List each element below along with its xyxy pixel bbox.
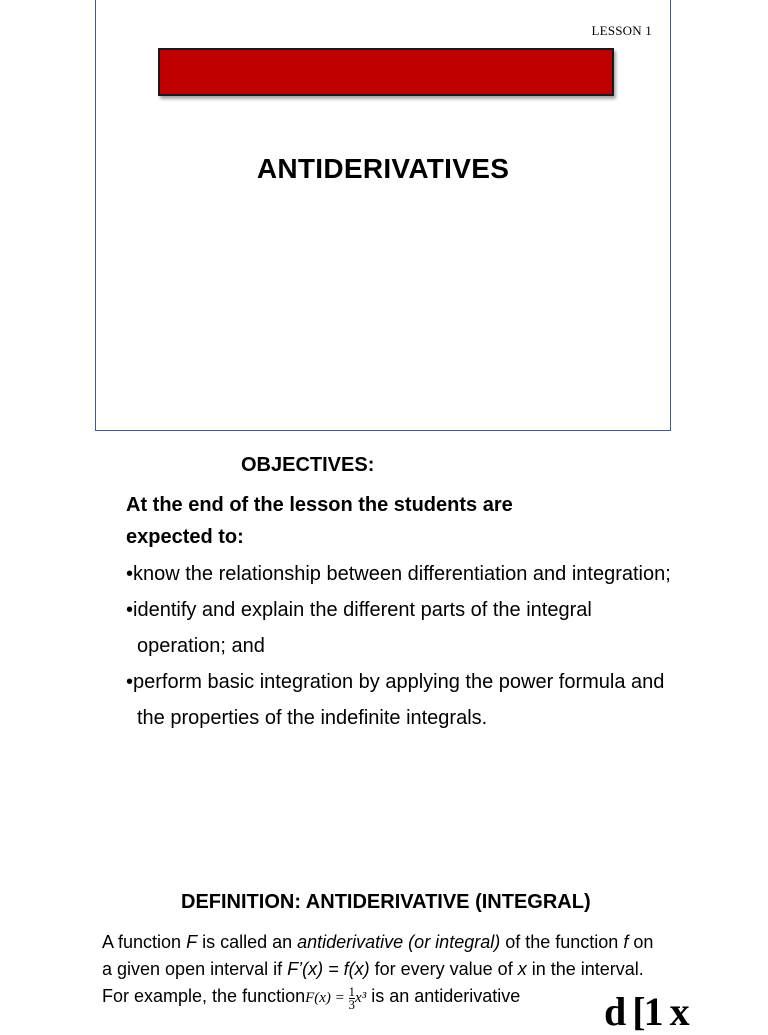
definition-heading: DEFINITION: ANTIDERIVATIVE (INTEGRAL)	[181, 891, 591, 913]
def-condition: F’(x) = f(x)	[287, 959, 370, 979]
lesson-label: LESSON 1	[591, 23, 652, 38]
objectives-list	[126, 556, 686, 736]
def-text: of the function	[500, 932, 624, 952]
example-formula	[305, 984, 367, 1013]
def-text: for every value of	[369, 959, 518, 979]
red-banner	[158, 48, 614, 96]
def-text: in the interval.	[526, 959, 644, 979]
formula-rhs: x³	[355, 990, 367, 1006]
title-slide	[95, 0, 671, 431]
slide-title: ANTIDERIVATIVES	[256, 153, 510, 184]
def-var: f	[623, 932, 629, 952]
objective-item: •identify and explain the different parts of the integral operation; and	[126, 599, 592, 657]
fraction-denominator: 3	[348, 997, 356, 1013]
objective-item: •know the relationship between differentiation and integration;	[126, 563, 671, 585]
objectives-intro: At the end of the lesson the students are expected to:	[126, 494, 513, 548]
example-text: is an antiderivative	[366, 986, 521, 1006]
objective-item: •perform basic integration by applying the power formula and the properties of the indefinite integrals.	[126, 671, 665, 729]
example-text: For example, the function	[102, 986, 306, 1006]
objectives-heading: OBJECTIVES:	[241, 454, 375, 476]
def-var: x	[517, 959, 527, 979]
def-text: is called an	[197, 932, 298, 952]
formula-lhs: F(x) =	[305, 990, 349, 1006]
def-text: on a given open interval if	[102, 932, 654, 979]
fraction-numerator: 1	[348, 984, 356, 1000]
def-text: A function	[102, 932, 187, 952]
derivative-fragment: d [1 x	[604, 989, 688, 1034]
definition-body	[102, 929, 662, 1012]
def-var: F	[186, 932, 198, 952]
def-term: antiderivative (or integral)	[297, 932, 501, 952]
